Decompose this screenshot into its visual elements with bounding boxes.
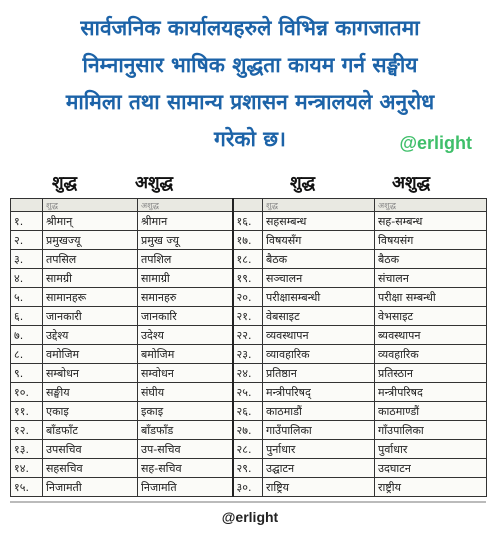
headline-line-4: गरेको छ। [214,127,286,151]
author-handle-top: @erlight [399,133,472,153]
strip-note: अशुद्ध [138,199,233,212]
row-number-right: २१. [233,307,263,326]
row-number-left: १२. [11,421,43,440]
row-number-left: १५. [11,478,43,497]
table-row [11,269,487,288]
correct-word-right: विषयसँग [263,231,375,250]
correct-word-right: व्यावहारिक [263,345,375,364]
word-table [10,198,487,497]
strip-note: शुद्ध [263,199,375,212]
row-number-right: २४. [233,364,263,383]
row-number-right: २३. [233,345,263,364]
incorrect-word-left: बाँडफाँड [138,421,233,440]
incorrect-word-right: वेभसाइट [375,307,487,326]
table-row [11,212,487,231]
incorrect-word-left: सह-सचिव [138,459,233,478]
correct-word-right: उद्घाटन [263,459,375,478]
incorrect-word-right: व्यवहारिक [375,345,487,364]
table-row [11,345,487,364]
table-row [11,326,487,345]
column-headers [0,170,500,196]
incorrect-word-right: ब्यवस्थापन [375,326,487,345]
row-number-left: १४. [11,459,43,478]
incorrect-word-left: श्रीमान [138,212,233,231]
headline-line-2: निम्नानुसार भाषिक शुद्धता कायम गर्न सङ्घीय [82,53,418,77]
correct-word-right: वेबसाइट [263,307,375,326]
incorrect-word-right: गाँउपालिका [375,421,487,440]
correct-word-right: व्यवस्थापन [263,326,375,345]
incorrect-word-left: संघीय [138,383,233,402]
correct-word-left: जानकारी [43,307,138,326]
row-number-right: २६. [233,402,263,421]
correct-word-left: सामानहरू [43,288,138,307]
row-number-right: २५. [233,383,263,402]
correct-word-left: सङ्घीय [43,383,138,402]
correct-word-right: पुर्नाधार [263,440,375,459]
incorrect-word-right: राष्ट्रीय [375,478,487,497]
table-row [11,440,487,459]
row-number-right: २९. [233,459,263,478]
correct-word-right: राष्ट्रिय [263,478,375,497]
incorrect-word-right: प्रतिस्ठान [375,364,487,383]
row-number-right: २७. [233,421,263,440]
incorrect-word-left: तपशिल [138,250,233,269]
correct-word-left: एकाइ [43,402,138,421]
incorrect-word-right: सह-सम्बन्ध [375,212,487,231]
incorrect-word-right: संचालन [375,269,487,288]
table-row [11,250,487,269]
table-row [11,402,487,421]
strip-note: शुद्ध [43,199,138,212]
incorrect-word-right: काठमाण्डौं [375,402,487,421]
row-number-right: १७. [233,231,263,250]
incorrect-word-left: प्रमुख ज्यू [138,231,233,250]
correct-word-right: मन्त्रीपरिषद् [263,383,375,402]
row-number-left: ७. [11,326,43,345]
incorrect-word-right: उदघाटन [375,459,487,478]
table-row [11,231,487,250]
correct-word-left: उद्देश्य [43,326,138,345]
table-row [11,478,487,497]
table-row [11,288,487,307]
incorrect-word-left: जानकारि [138,307,233,326]
divider-line [10,501,486,503]
incorrect-word-left: सम्वोधन [138,364,233,383]
incorrect-word-left: इकाइ [138,402,233,421]
headline-line-3: मामिला तथा सामान्य प्रशासन मन्त्रालयले अनुरोध [65,90,435,114]
incorrect-word-left: समानहरु [138,288,233,307]
incorrect-word-left: उदेश्य [138,326,233,345]
row-number-right: २२. [233,326,263,345]
table-row [11,421,487,440]
correct-word-left: उपसचिव [43,440,138,459]
row-number-left: ५. [11,288,43,307]
row-number-left: १. [11,212,43,231]
correct-word-left: सहसचिव [43,459,138,478]
incorrect-word-right: मन्त्रीपरिषद [375,383,487,402]
row-number-left: ४. [11,269,43,288]
table-row [11,459,487,478]
row-number-left: ६. [11,307,43,326]
correct-word-right: गाउँपालिका [263,421,375,440]
incorrect-word-left: सामाग्री [138,269,233,288]
table-header-strip [11,199,487,212]
correct-word-left: श्रीमान् [43,212,138,231]
correct-word-left: सम्बोधन [43,364,138,383]
row-number-left: ३. [11,250,43,269]
incorrect-word-right: विषयसंग [375,231,487,250]
row-number-left: ११. [11,402,43,421]
table-row [11,383,487,402]
headline-line-1: सार्वजनिक कार्यालयहरुले विभिन्न कागजातमा [80,16,420,40]
correct-word-left: वमोजिम [43,345,138,364]
correct-word-right: प्रतिष्ठान [263,364,375,383]
correct-word-left: बाँडफाँट [43,421,138,440]
row-number-left: २. [11,231,43,250]
row-number-left: ९. [11,364,43,383]
correct-word-right: बैठक [263,250,375,269]
correct-word-left: तपसिल [43,250,138,269]
column-header-incorrect-left: अशुद्ध [135,173,174,193]
author-handle-bottom: @erlight [221,509,279,525]
strip-note: अशुद्ध [375,199,487,212]
column-header-correct-right: शुद्ध [290,173,316,193]
row-number-right: ३०. [233,478,263,497]
incorrect-word-left: बमोजिम [138,345,233,364]
incorrect-word-right: पुर्वाधार [375,440,487,459]
table-row [11,364,487,383]
correct-word-right: सहसम्बन्ध [263,212,375,231]
column-header-incorrect-right: अशुद्ध [392,173,431,193]
row-number-left: ८. [11,345,43,364]
column-header-correct-left: शुद्ध [52,173,78,193]
incorrect-word-left: उप-सचिव [138,440,233,459]
correct-word-right: काठमाडौं [263,402,375,421]
row-number-left: १३. [11,440,43,459]
correct-word-right: सञ्चालन [263,269,375,288]
correct-word-left: प्रमुखज्यू [43,231,138,250]
incorrect-word-left: निजामति [138,478,233,497]
row-number-right: १९. [233,269,263,288]
row-number-right: १६. [233,212,263,231]
row-number-left: १०. [11,383,43,402]
incorrect-word-right: परीक्षा सम्बन्धी [375,288,487,307]
row-number-right: १८. [233,250,263,269]
correct-word-left: निजामती [43,478,138,497]
incorrect-word-right: बैठक [375,250,487,269]
row-number-right: २८. [233,440,263,459]
row-number-right: २०. [233,288,263,307]
table-row [11,307,487,326]
correct-word-left: सामग्री [43,269,138,288]
correct-word-right: परीक्षासम्बन्धी [263,288,375,307]
